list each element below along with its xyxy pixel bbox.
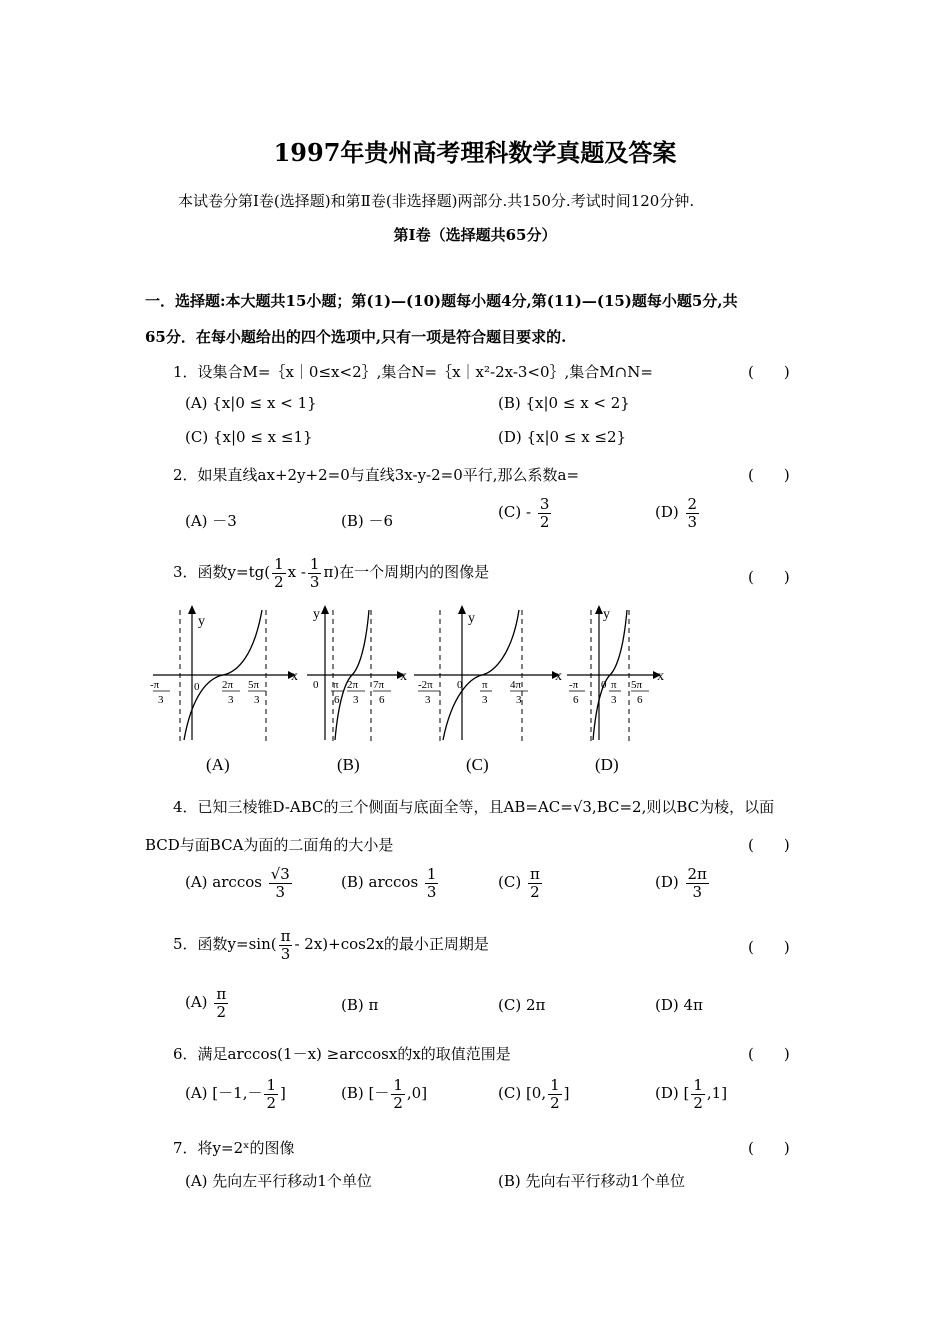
- q2-option-c: (C) - $\frac{3}{2}$: [498, 495, 550, 531]
- q5-option-a: (A) $\frac{\pi}{2}$: [185, 985, 227, 1021]
- q2-option-d: (D) $\frac{2}{3}$: [655, 495, 698, 531]
- axis-y-label: y: [198, 614, 205, 629]
- axis-x-label: x: [400, 669, 407, 684]
- q6-option-d: (D) [ $\frac{1}{2}$ ,1]: [655, 1076, 728, 1112]
- q3-stem: 3．函数y=tg( $\frac{1}{2}$ x - $\frac{1}{3}$ π)在一个周期内的图像是: [173, 555, 490, 591]
- q2-stem: 2．如果直线ax+2y+2=0与直线3x-y-2=0平行,那么系数a=: [173, 466, 580, 484]
- tick-label: 5π: [248, 679, 260, 691]
- q3-graph-d: [565, 600, 675, 780]
- q4-option-b: (B) arccos $\frac{1}{3}$: [341, 865, 437, 901]
- tick-label: 3: [482, 694, 488, 706]
- part1-title: 第Ⅰ卷（选择题共65分）: [393, 226, 557, 244]
- tick-label: 4π: [510, 679, 522, 691]
- tick-label: -π: [569, 679, 579, 691]
- axis-y-label: y: [468, 611, 475, 626]
- graph-label: (C): [466, 755, 489, 774]
- q2-option-a: (A) －3: [185, 512, 237, 530]
- tick-label: 3: [254, 694, 260, 706]
- q4-answer-paren: ( ): [748, 836, 790, 854]
- q3-graph-c: [412, 600, 572, 780]
- origin-label: 0: [194, 681, 200, 693]
- q4-option-c: (C) $\frac{\pi}{2}$: [498, 865, 540, 901]
- q7-answer-paren: ( ): [748, 1139, 790, 1157]
- tick-label: 6: [334, 694, 340, 706]
- q7-stem: 7．将y=2ˣ的图像: [173, 1139, 295, 1157]
- q1-option-c: (C) {x|0 ≤ x ≤1}: [185, 428, 313, 446]
- q5-answer-paren: ( ): [748, 938, 790, 956]
- tick-label: 3: [158, 694, 164, 706]
- q1-option-d: (D) {x|0 ≤ x ≤2}: [498, 428, 627, 446]
- q5-stem: 5．函数y=sin( $\frac{\pi}{3}$ - 2x)+cos2x的最小正周期是: [173, 927, 489, 963]
- tick-label: 2π: [222, 679, 234, 691]
- tick-label: 6: [379, 694, 385, 706]
- q4-option-d: (D) $\frac{2\pi}{3}$: [655, 865, 707, 901]
- tick-label: 5π: [631, 679, 643, 691]
- q6-option-c: (C) [0, $\frac{1}{2}$ ]: [498, 1076, 570, 1112]
- axis-x-label: x: [657, 669, 664, 684]
- q6-option-a: (A) [－1,－ $\frac{1}{2}$ ]: [185, 1076, 286, 1112]
- q3-graph-b: [305, 600, 415, 780]
- q5-option-d: (D) 4π: [655, 996, 703, 1014]
- q5-option-c: (C) 2π: [498, 996, 546, 1014]
- origin-label: 0: [313, 679, 319, 691]
- tick-label: 6: [573, 694, 579, 706]
- q1-answer-paren: ( ): [748, 363, 790, 381]
- axis-x-label: x: [291, 669, 298, 684]
- axis-y-label: y: [313, 607, 320, 622]
- q7-option-a: (A) 先向左平行移动1个单位: [185, 1172, 372, 1190]
- origin-label: 0: [457, 679, 463, 691]
- tick-label: -π: [150, 679, 160, 691]
- tick-label: π: [333, 679, 339, 691]
- q1-option-a: (A) {x|0 ≤ x < 1}: [185, 394, 317, 412]
- graph-label: (B): [337, 755, 360, 774]
- origin-label: 0: [601, 679, 607, 691]
- q4-stem-line1: 4．已知三棱锥D-ABC的三个侧面与底面全等，且AB=AC=√3,BC=2,则以BC为棱，以面: [173, 798, 775, 816]
- graph-label: (A): [206, 755, 230, 774]
- q6-option-b: (B) [－ $\frac{1}{2}$ ,0]: [341, 1076, 428, 1112]
- page-title: 1997年贵州高考理科数学真题及答案: [273, 138, 677, 167]
- tick-label: 6: [637, 694, 643, 706]
- q2-answer-paren: ( ): [748, 466, 790, 484]
- q6-stem: 6．满足arccos(1－x) ≥arccosx的x的取值范围是: [173, 1045, 511, 1063]
- q1-option-b: (B) {x|0 ≤ x < 2}: [498, 394, 630, 412]
- tick-label: -2π: [418, 679, 433, 691]
- axis-x-label: x: [555, 669, 562, 684]
- section1-line1: 一．选择题:本大题共15小题；第(1)—(10)题每小题4分,第(11)—(15)题每小题5分,共: [145, 292, 738, 310]
- tick-label: π: [482, 679, 488, 691]
- tick-label: 3: [516, 694, 522, 706]
- q5-option-b: (B) π: [341, 996, 379, 1014]
- intro-text: 本试卷分第Ⅰ卷(选择题)和第Ⅱ卷(非选择题)两部分.共150分.考试时间120分钟.: [178, 192, 695, 210]
- tick-label: π: [611, 679, 617, 691]
- q3-graph-a: [148, 600, 308, 780]
- tick-label: 3: [425, 694, 431, 706]
- q1-stem: 1．设集合M=｛x｜0≤x<2｝,集合N=｛x｜x²-2x-3<0｝,集合M∩N=: [173, 363, 653, 381]
- q7-option-b: (B) 先向右平行移动1个单位: [498, 1172, 686, 1190]
- tick-label: 3: [228, 694, 234, 706]
- tick-label: 2π: [347, 679, 359, 691]
- q4-stem-line2: BCD与面BCA为面的二面角的大小是: [145, 836, 394, 854]
- section1-line2: 65分．在每小题给出的四个选项中,只有一项是符合题目要求的.: [145, 328, 567, 346]
- graph-label: (D): [595, 755, 619, 774]
- axis-y-label: y: [603, 607, 610, 622]
- q2-option-b: (B) －6: [341, 512, 394, 530]
- tick-label: 3: [353, 694, 359, 706]
- q4-option-a: (A) arccos $\frac{√3}{3}$: [185, 865, 290, 901]
- q6-answer-paren: ( ): [748, 1045, 790, 1063]
- q3-answer-paren: ( ): [748, 568, 790, 586]
- tick-label: 7π: [373, 679, 385, 691]
- tick-label: 3: [611, 694, 617, 706]
